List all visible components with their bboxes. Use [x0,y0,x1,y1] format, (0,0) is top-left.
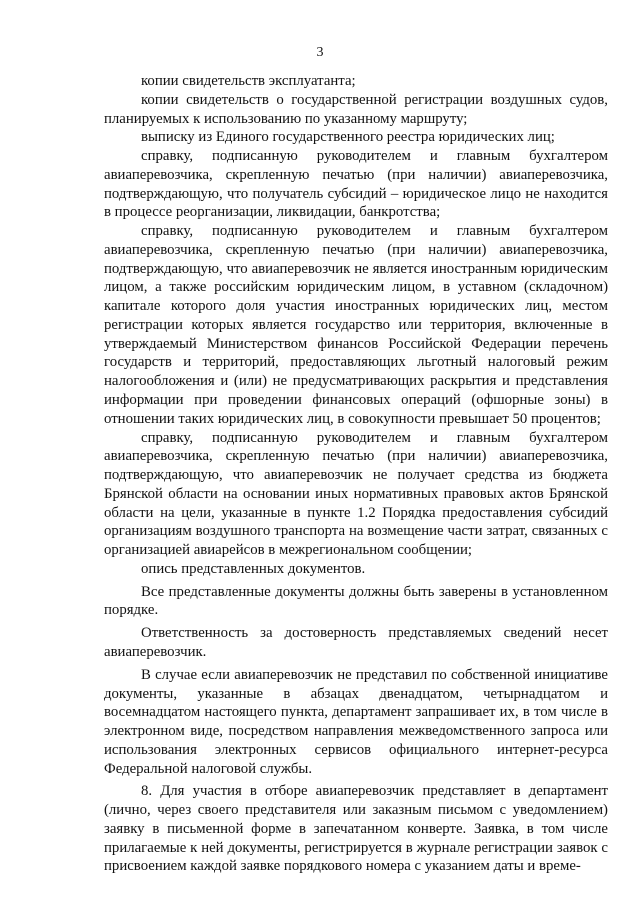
paragraph-item-8: 8. Для участия в отборе авиаперевозчик представляет в департамент (лично, через своего представителя или заказным письмом с уведомлением) заявку в письменной форме в запечатанном конверте. Заявка, в том числе прилагаемые к ней документы, регистрируется в журнале регистрации заявок с присвоением каждой заявке порядкового номера с указанием даты и време- [104,783,608,875]
paragraph-certification: Все представленные документы должны быть заверены в установленном порядке. [104,583,608,619]
page-number: 3 [316,45,324,60]
paragraph-egrul-extract: выписку из Единого государственного реестра юридических лиц; [141,129,555,146]
paragraph-document-inventory: опись представленных документов. [141,560,366,577]
paragraph-responsibility: Ответственность за достоверность представляемых сведений несет авиаперевозчик. [104,625,608,660]
paragraph-budget-funds-certificate: справку, подписанную руководителем и главным бухгалтером авиаперевозчика, скрепленную печатью (при наличии) авиаперевозчика, подтверждающую, что авиаперевозчик не получает средства из бюджета Брянской области на основании иных нормативных правовых актов Брянской области на цели, указанные в пункте 1.2 Порядка предоставления субсидий организациям воздушного транспорта на возмещение части затрат, связанных с организацией авиарейсов в межрегиональном сообщении; [104,429,608,559]
paragraph-operator-certificates: копии свидетельств эксплуатанта; [141,73,356,89]
document-body [104,72,608,876]
paragraph-foreign-entity-certificate: справку, подписанную руководителем и главным бухгалтером авиаперевозчика, скрепленную печатью (при наличии) авиаперевозчика, подтверждающую, что авиаперевозчик не является иностранным юридическим лицом, а также российским юридическим лицом, в уставном (складочном) капитале которого доля участия иностранных юридических лиц, местом регистрации которых является государство или территория, включенные в утверждаемый Министерством финансов Российской Федерации перечень государств и территорий, предоставляющих льготный налоговый режим налогообложения и (или) не предусматривающих раскрытия и представления информации при проведении финансовых операций (офшорные зоны) в отношении таких юридических лиц, в совокупности превышает 50 процентов; [104,223,608,427]
paragraph-aircraft-registration: копии свидетельств о государственной регистрации воздушных судов, планируемых к использованию по указанному маршруту; [104,91,608,127]
paragraph-reorganization-certificate: справку, подписанную руководителем и главным бухгалтером авиаперевозчика, скрепленную печатью (при наличии) авиаперевозчика, подтверждающую, что получатель субсидий – юридическое лицо не находится в процессе реорганизации, ликвидации, банкротства; [104,148,608,221]
paragraph-interagency-request: В случае если авиаперевозчик не представил по собственной инициативе документы, указанные в абзацах двенадцатом, четырнадцатом и восемнадцатом настоящего пункта, департамент запрашивает их, в том числе в электронном виде, посредством направления межведомственного запроса или использования электронных сервисов официального интернет-ресурса Федеральной налоговой службы. [104,666,608,777]
